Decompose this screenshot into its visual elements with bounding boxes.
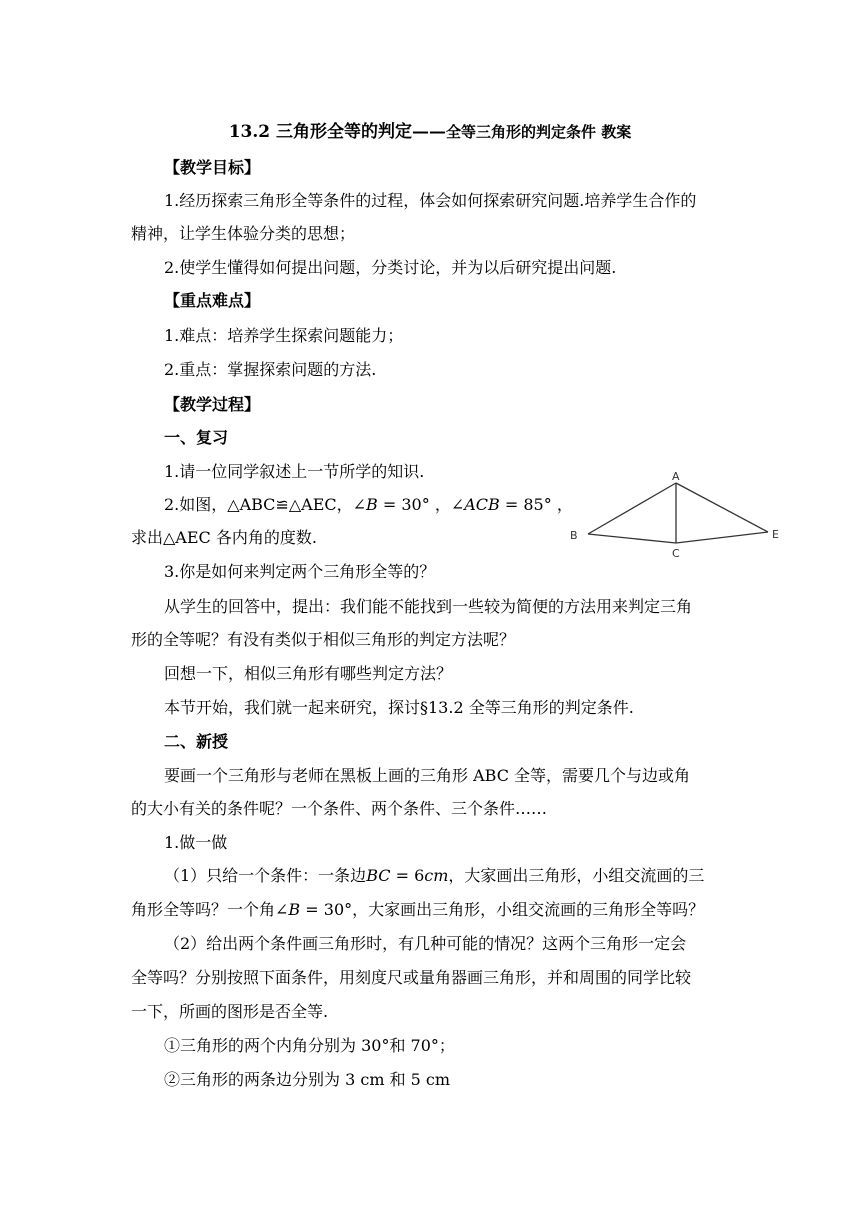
objectives-heading: 【教学目标】 [164,158,261,177]
activity-2-line-2: 全等吗？分别按照下面条件，用刻度尺或量角器画三角形，并和周围的同学比较 [131,968,692,987]
angle-b-value: = 30° ， [377,495,451,514]
review-heading: 一、复习 [164,428,229,447]
angle-b: ∠B [352,495,378,514]
label-a: A [672,470,680,483]
angle-b-2: ∠B [275,900,301,919]
document-title [0,117,860,142]
segment-ce [676,532,768,543]
label-c: C [672,547,680,560]
side-bc-equals: = 6 [390,866,425,885]
paragraph-2: 回想一下，相似三角形有哪些判定方法？ [164,664,453,683]
unit-cm: cm [424,866,449,885]
side-bc: BC [366,866,391,885]
review-item-1: 1.请一位同学叙述上一节所学的知识. [164,462,425,481]
objective-1-line-2: 精神，让学生体验分类的思想； [131,224,356,243]
angle-b-2-value: = 30° [300,900,353,919]
activity-2-line-1: （2）给出两个条件画三角形时，有几种可能的情况？这两个三角形一定会 [164,934,687,953]
label-b: B [570,529,578,542]
angle-acb: ∠ACB [450,495,500,514]
new-lesson-heading: 二、新授 [164,732,229,751]
segment-ab [588,483,676,534]
title-dash: —— [412,122,447,142]
triangle-figure [562,468,792,568]
keypoints-heading: 【重点难点】 [164,291,261,310]
new-lesson-para-line-2: 的大小有关的条件呢？一个条件、两个条件、三个条件…… [131,799,548,818]
activity-1-text: （1）只给一个条件：一条边 [164,866,367,885]
activity-1-text-tail: ，大家画出三角形，小组交流画的三 [448,866,705,885]
objective-2: 2.使学生懂得如何提出问题，分类讨论，并为以后研究提出问题. [164,258,617,277]
objective-1-line-1: 1.经历探索三角形全等条件的过程，体会如何探索研究问题.培养学生合作的 [164,191,697,210]
keypoint-1: 1.难点：培养学生探索问题能力； [164,326,404,345]
review-item-2-text: 2.如图，△ABC≌△AEC， [164,495,353,514]
title-main: 13.2 三角形全等的判定 [228,122,413,142]
review-item-3: 3.你是如何来判定两个三角形全等的？ [164,562,436,581]
label-e: E [772,528,779,541]
paragraph-1-line-2: 形的全等呢？有没有类似于相似三角形的判定方法呢？ [131,630,516,649]
activity-1-line-2-text: 角形全等吗？一个角 [131,900,276,919]
activity-1-line-1 [164,866,704,886]
review-item-2 [164,495,573,515]
condition-2: ②三角形的两条边分别为 3 cm 和 5 cm [164,1070,451,1089]
segment-bc [588,534,676,543]
activity-1-line-2 [131,900,704,920]
triangle-diagram [562,468,792,568]
process-heading: 【教学过程】 [164,395,261,414]
angle-acb-value: = 85° ， [499,495,573,514]
review-item-2-line-2: 求出△AEC 各内角的度数. [131,528,317,547]
condition-1: ①三角形的两个内角分别为 30°和 70°； [164,1036,455,1055]
keypoint-2: 2.重点：掌握探索问题的方法. [164,360,377,379]
title-sub: 全等三角形的判定条件 教案 [446,123,632,141]
activity-1-line-2-tail: ，大家画出三角形，小组交流画的三角形全等吗？ [352,900,705,919]
activity-heading: 1.做一做 [164,833,228,852]
paragraph-3: 本节开始，我们就一起来研究，探讨§13.2 全等三角形的判定条件. [164,698,634,717]
paragraph-1-line-1: 从学生的回答中，提出：我们能不能找到一些较为简便的方法用来判定三角 [164,597,693,616]
activity-2-line-3: 一下，所画的图形是否全等. [131,1002,329,1021]
new-lesson-para-line-1: 要画一个三角形与老师在黑板上画的三角形 ABC 全等，需要几个与边或角 [164,766,691,785]
segment-ae [676,483,768,532]
